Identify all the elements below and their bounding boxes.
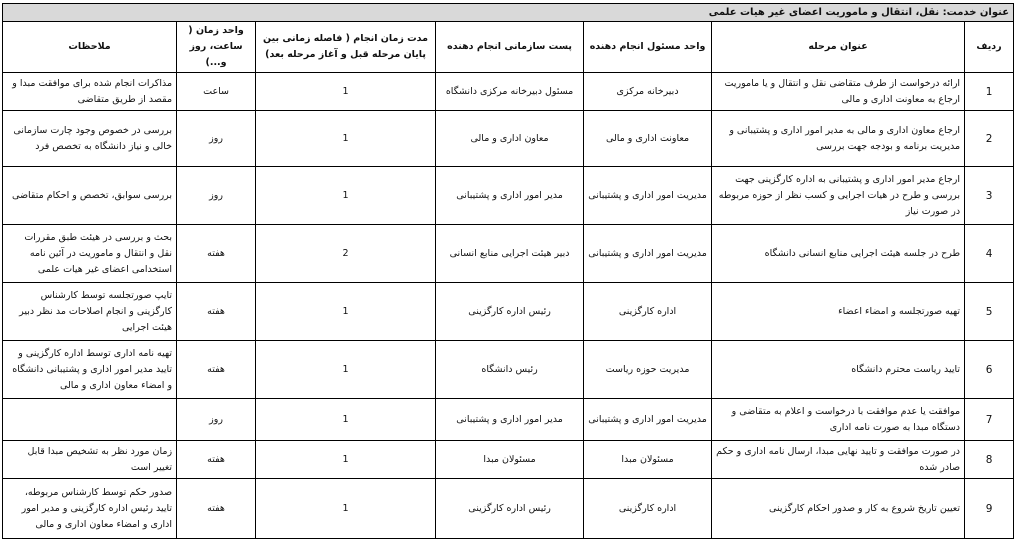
- duration-cell: 1: [256, 167, 436, 225]
- table-row: [3, 283, 1014, 341]
- header-organizational-post: پست سازمانی انجام دهنده: [436, 22, 584, 73]
- row-number-cell: 4: [965, 225, 1014, 283]
- time-unit-cell: روز: [177, 399, 256, 441]
- time-unit-cell: روز: [177, 111, 256, 167]
- table-row: [3, 167, 1014, 225]
- organizational-post-cell: رئیس اداره کارگزینی: [436, 283, 584, 341]
- table-row: [3, 479, 1014, 539]
- row-number-cell: 3: [965, 167, 1014, 225]
- time-unit-cell: هفته: [177, 479, 256, 539]
- notes-cell: تهیه نامه اداری توسط اداره کارگزینی و تایید مدیر امور اداری و پشتیبانی دانشگاه و امضاء معاون اداری و مالی: [3, 341, 177, 399]
- organizational-post-cell: مسئول دبیرخانه مرکزی دانشگاه: [436, 73, 584, 111]
- header-row: [3, 22, 1014, 73]
- responsible-unit-cell: مدیریت امور اداری و پشتیبانی: [584, 225, 712, 283]
- stage-title-cell: طرح در جلسه هیئت اجرایی منابع انسانی دانشگاه: [712, 225, 965, 283]
- row-number-cell: 5: [965, 283, 1014, 341]
- stage-title-cell: تهیه صورتجلسه و امضاء اعضاء: [712, 283, 965, 341]
- row-number-cell: 2: [965, 111, 1014, 167]
- time-unit-cell: ساعت: [177, 73, 256, 111]
- responsible-unit-cell: مدیریت امور اداری و پشتیبانی: [584, 399, 712, 441]
- responsible-unit-cell: معاونت اداری و مالی: [584, 111, 712, 167]
- header-stage-title: عنوان مرحله: [712, 22, 965, 73]
- stage-title-cell: تایید ریاست محترم دانشگاه: [712, 341, 965, 399]
- time-unit-cell: هفته: [177, 225, 256, 283]
- header-notes: ملاحظات: [3, 22, 177, 73]
- notes-cell: مذاکرات انجام شده برای موافقت مبدا و مقصد از طریق متقاضی: [3, 73, 177, 111]
- notes-cell: بررسی سوابق، تخصص و احکام متقاضی: [3, 167, 177, 225]
- notes-cell: صدور حکم توسط کارشناس مربوطه، تایید رئیس اداره کارگزینی و مدیر امور اداری و امضاء معاون اداری و مالی: [3, 479, 177, 539]
- process-table: [2, 3, 1014, 539]
- table-row: [3, 225, 1014, 283]
- notes-cell: تایپ صورتجلسه توسط کارشناس کارگزینی و انجام اصلاحات مد نظر دبیر هیئت اجرایی: [3, 283, 177, 341]
- stage-title-cell: در صورت موافقت و تایید نهایی مبدا، ارسال نامه اداری و حکم صادر شده: [712, 441, 965, 479]
- row-number-cell: 7: [965, 399, 1014, 441]
- row-number-cell: 9: [965, 479, 1014, 539]
- header-time-unit: واحد زمان ( ساعت، روز و...): [177, 22, 256, 73]
- organizational-post-cell: معاون اداری و مالی: [436, 111, 584, 167]
- row-number-cell: 8: [965, 441, 1014, 479]
- stage-title-cell: ارائه درخواست از طرف متقاضی نقل و انتقال و یا ماموریت ارجاع به معاونت اداری و مالی: [712, 73, 965, 111]
- responsible-unit-cell: مدیریت حوزه ریاست: [584, 341, 712, 399]
- table-body: [3, 73, 1014, 539]
- responsible-unit-cell: مدیریت امور اداری و پشتیبانی: [584, 167, 712, 225]
- service-document: [2, 3, 1013, 539]
- duration-cell: 1: [256, 399, 436, 441]
- stage-title-cell: ارجاع معاون اداری و مالی به مدیر امور اداری و پشتیبانی و مدیریت برنامه و بودجه جهت بررسی: [712, 111, 965, 167]
- duration-cell: 2: [256, 225, 436, 283]
- organizational-post-cell: مسئولان مبدا: [436, 441, 584, 479]
- duration-cell: 1: [256, 283, 436, 341]
- organizational-post-cell: رئیس اداره کارگزینی: [436, 479, 584, 539]
- time-unit-cell: هفته: [177, 283, 256, 341]
- service-title: عنوان خدمت: نقل، انتقال و ماموریت اعضای غیر هیات علمی: [3, 4, 1014, 22]
- organizational-post-cell: دبیر هیئت اجرایی منابع انسانی: [436, 225, 584, 283]
- title-row: [3, 4, 1014, 22]
- row-number-cell: 1: [965, 73, 1014, 111]
- duration-cell: 1: [256, 111, 436, 167]
- organizational-post-cell: رئیس دانشگاه: [436, 341, 584, 399]
- responsible-unit-cell: مسئولان مبدا: [584, 441, 712, 479]
- duration-cell: 1: [256, 341, 436, 399]
- stage-title-cell: ارجاع مدیر امور اداری و پشتیبانی به اداره کارگزینی جهت بررسی و طرح در هیات اجرایی و کسب نظر از حوزه مربوطه در صورت نیاز: [712, 167, 965, 225]
- table-row: [3, 399, 1014, 441]
- table-row: [3, 73, 1014, 111]
- notes-cell: زمان مورد نظر به تشخیص مبدا قابل تغییر است: [3, 441, 177, 479]
- table-row: [3, 111, 1014, 167]
- responsible-unit-cell: اداره کارگزینی: [584, 283, 712, 341]
- time-unit-cell: هفته: [177, 341, 256, 399]
- duration-cell: 1: [256, 479, 436, 539]
- header-duration: مدت زمان انجام ( فاصله زمانی بین پایان مرحله قبل و آغاز مرحله بعد): [256, 22, 436, 73]
- table-row: [3, 441, 1014, 479]
- responsible-unit-cell: دبیرخانه مرکزی: [584, 73, 712, 111]
- stage-title-cell: تعیین تاریخ شروع به کار و صدور احکام کارگزینی: [712, 479, 965, 539]
- stage-title-cell: موافقت یا عدم موافقت با درخواست و اعلام به متقاضی و دستگاه مبدا به صورت نامه اداری: [712, 399, 965, 441]
- notes-cell: بحث و بررسی در هیئت طبق مقررات نقل و انتقال و ماموریت در آئین نامه استخدامی اعضای غیر هیات علمی: [3, 225, 177, 283]
- notes-cell: بررسی در خصوص وجود چارت سازمانی خالی و نیاز دانشگاه به تخصص فرد: [3, 111, 177, 167]
- responsible-unit-cell: اداره کارگزینی: [584, 479, 712, 539]
- duration-cell: 1: [256, 73, 436, 111]
- row-number-cell: 6: [965, 341, 1014, 399]
- organizational-post-cell: مدیر امور اداری و پشتیبانی: [436, 167, 584, 225]
- organizational-post-cell: مدیر امور اداری و پشتیبانی: [436, 399, 584, 441]
- table-row: [3, 341, 1014, 399]
- time-unit-cell: هفته: [177, 441, 256, 479]
- header-row-number: ردیف: [965, 22, 1014, 73]
- time-unit-cell: روز: [177, 167, 256, 225]
- duration-cell: 1: [256, 441, 436, 479]
- header-responsible-unit: واحد مسئول انجام دهنده: [584, 22, 712, 73]
- notes-cell: [3, 399, 177, 441]
